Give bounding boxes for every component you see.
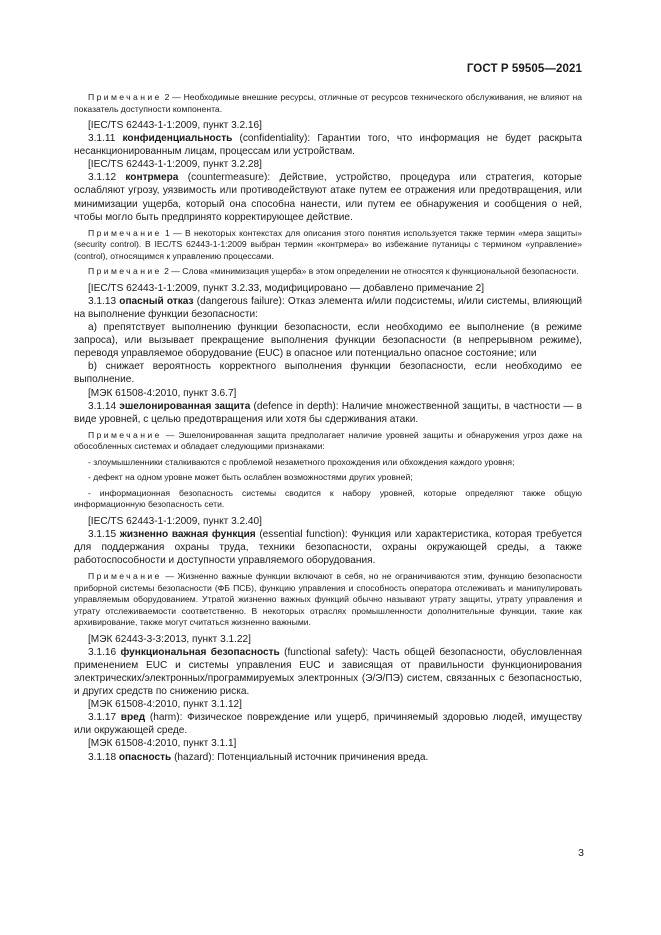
reference: [IEC/TS 62443-1-1:2009, пункт 3.2.33, модифицировано — добавлено примечание 2]: [88, 282, 485, 294]
reference: [МЭК 61508-4:2010, пункт 3.6.7]: [88, 387, 237, 399]
term-entry: 3.1.17 вред (harm): Физическое повреждение или ущерб, причиняемый здоровью людей, имуществу или окружающей среде.: [74, 712, 583, 737]
reference: [МЭК 61508-4:2010, пункт 3.1.12]: [88, 699, 242, 711]
note-list-item: - информационная безопасность системы сводится к набору уровней, которые определяют также общую информационную безопасность сети.: [74, 487, 582, 510]
term-entry: 3.1.13 опасный отказ (dangerous failure): Отказ элемента и/или подсистемы, и/или системы, влияющий на выполнение функции безопасности:: [74, 295, 582, 320]
note: Примечание 2 — Необходимые внешние ресурсы, отличные от ресурсов технического обслуживания, не влияют на показатель доступности компонента.: [74, 92, 582, 114]
term-entry: 3.1.12 контрмера (countermeasure): Действие, устройство, процедура или стратегия, которые ослабляют угрозу, уязвимость или противодействуют атаке путем ее отражения или предотвращения, или минимизации ущерба, который она способна нанести, или путем ее обнаружения и сообщения о ней, чтобы могло быть предпринято корректирующее действие.: [74, 172, 582, 223]
term-entry: 3.1.11 конфиденциальность (confidentiality): Гарантии того, что информация не будет раскрыта несанкционированным лицам, процессам или устройствам.: [74, 133, 582, 158]
note: Примечание — Жизненно важные функции включают в себя, но не ограничиваются этим, функцию безопасности приборной системы безопасности (ФБ ПСБ), функцию управления и способность оператора отслеживать и манипулировать управляемым оборудованием. Утратой жизненно важных функций обычно называют утрату защиты, утрату управления и утрату отслеживаемости соответственно. В некоторых отраслях промышленности дополнительные функции, такие как архивирование, также могут считаться жизненно важными.: [74, 571, 582, 628]
term-entry: 3.1.16 функциональная безопасность (functional safety): Часть общей безопасности, обусловленная применением EUC и системы управления EUC и зависящая от правильности функционирования электрических/электронных/программируемых электронных (Э/Э/ПЭ) систем, связанных с безопасностью, и других средств по снижению риска.: [74, 646, 582, 698]
reference: [IEC/TS 62443-1-1:2009, пункт 3.2.16]: [88, 120, 262, 131]
term-name: функциональная безопасность: [120, 646, 280, 658]
page-number: 3: [578, 847, 584, 859]
reference: [МЭК 61508-4:2010, пункт 3.1.1]: [88, 738, 237, 750]
term-name: опасный отказ: [119, 295, 194, 307]
reference: [IEC/TS 62443-1-1:2009, пункт 3.2.28]: [88, 159, 262, 171]
list-item: b) снижает вероятность корректного выполнения функции безопасности, если необходимо ее выполнение.: [74, 361, 582, 386]
document-header: ГОСТ Р 59505—2021: [466, 63, 582, 75]
list-item: a) препятствует выполнению функции безопасности, если необходимо ее выполнение (в режиме запроса), или вызывает прекращение выполнения функции безопасности (в непрерывном режиме), переводя управляемое оборудование (EUC) в опасное или потенциально опасное состояние; или: [74, 322, 582, 360]
note-list-item: - дефект на одном уровне может быть ослаблен возможностями других уровней;: [88, 472, 413, 483]
note: Примечание — Эшелонированная защита предполагает наличие уровней защиты и обнаружения угроз даже на обособленных системах и обладает следующими признаками:: [74, 429, 582, 452]
term-entry: 3.1.14 эшелонированная защита (defence in depth): Наличие множественной защиты, в частности — в виде уровней, с целью предотвращения или хотя бы сдерживания атаки.: [74, 400, 582, 425]
reference: [МЭК 62443-3-3:2013, пункт 3.1.22]: [88, 633, 251, 645]
note: Примечание 2 — Слова «минимизация ущерба» в этом определении не относятся к функциональной безопасности.: [88, 266, 579, 277]
document-body: [74, 92, 582, 764]
term-entry: 3.1.18 опасность (hazard): Потенциальный источник причинения вреда.: [88, 751, 429, 763]
term-name: эшелонированная защита: [119, 400, 251, 412]
reference: [IEC/TS 62443-1-1:2009, пункт 3.2.40]: [88, 515, 262, 527]
term-entry: 3.1.15 жизненно важная функция (essential function): Функция или характеристика, которая требуется для поддержания охраны труда, техники безопасности, охраны окружающей среды, а также работоспособности и доступности управляемого оборудования.: [74, 528, 582, 567]
term-name: жизненно важная функция: [119, 528, 256, 540]
term-name: конфиденциальность: [122, 133, 233, 145]
note: Примечание 1 — В некоторых контекстах для описания этого понятия используется также термин «мера защиты» (security control). В IEC/TS 62443-1-1:2009 выбран термин «контрмера» во избежание путаницы с термином «управление» (control), относящимся к управлению процессами.: [74, 227, 582, 261]
term-name: опасность: [118, 751, 172, 763]
term-name: контрмера: [125, 172, 179, 184]
note-list-item: - злоумышленники сталкиваются с проблемой незаметного прохождения или обхождения каждого уровня;: [88, 456, 515, 467]
term-name: вред: [120, 712, 146, 724]
